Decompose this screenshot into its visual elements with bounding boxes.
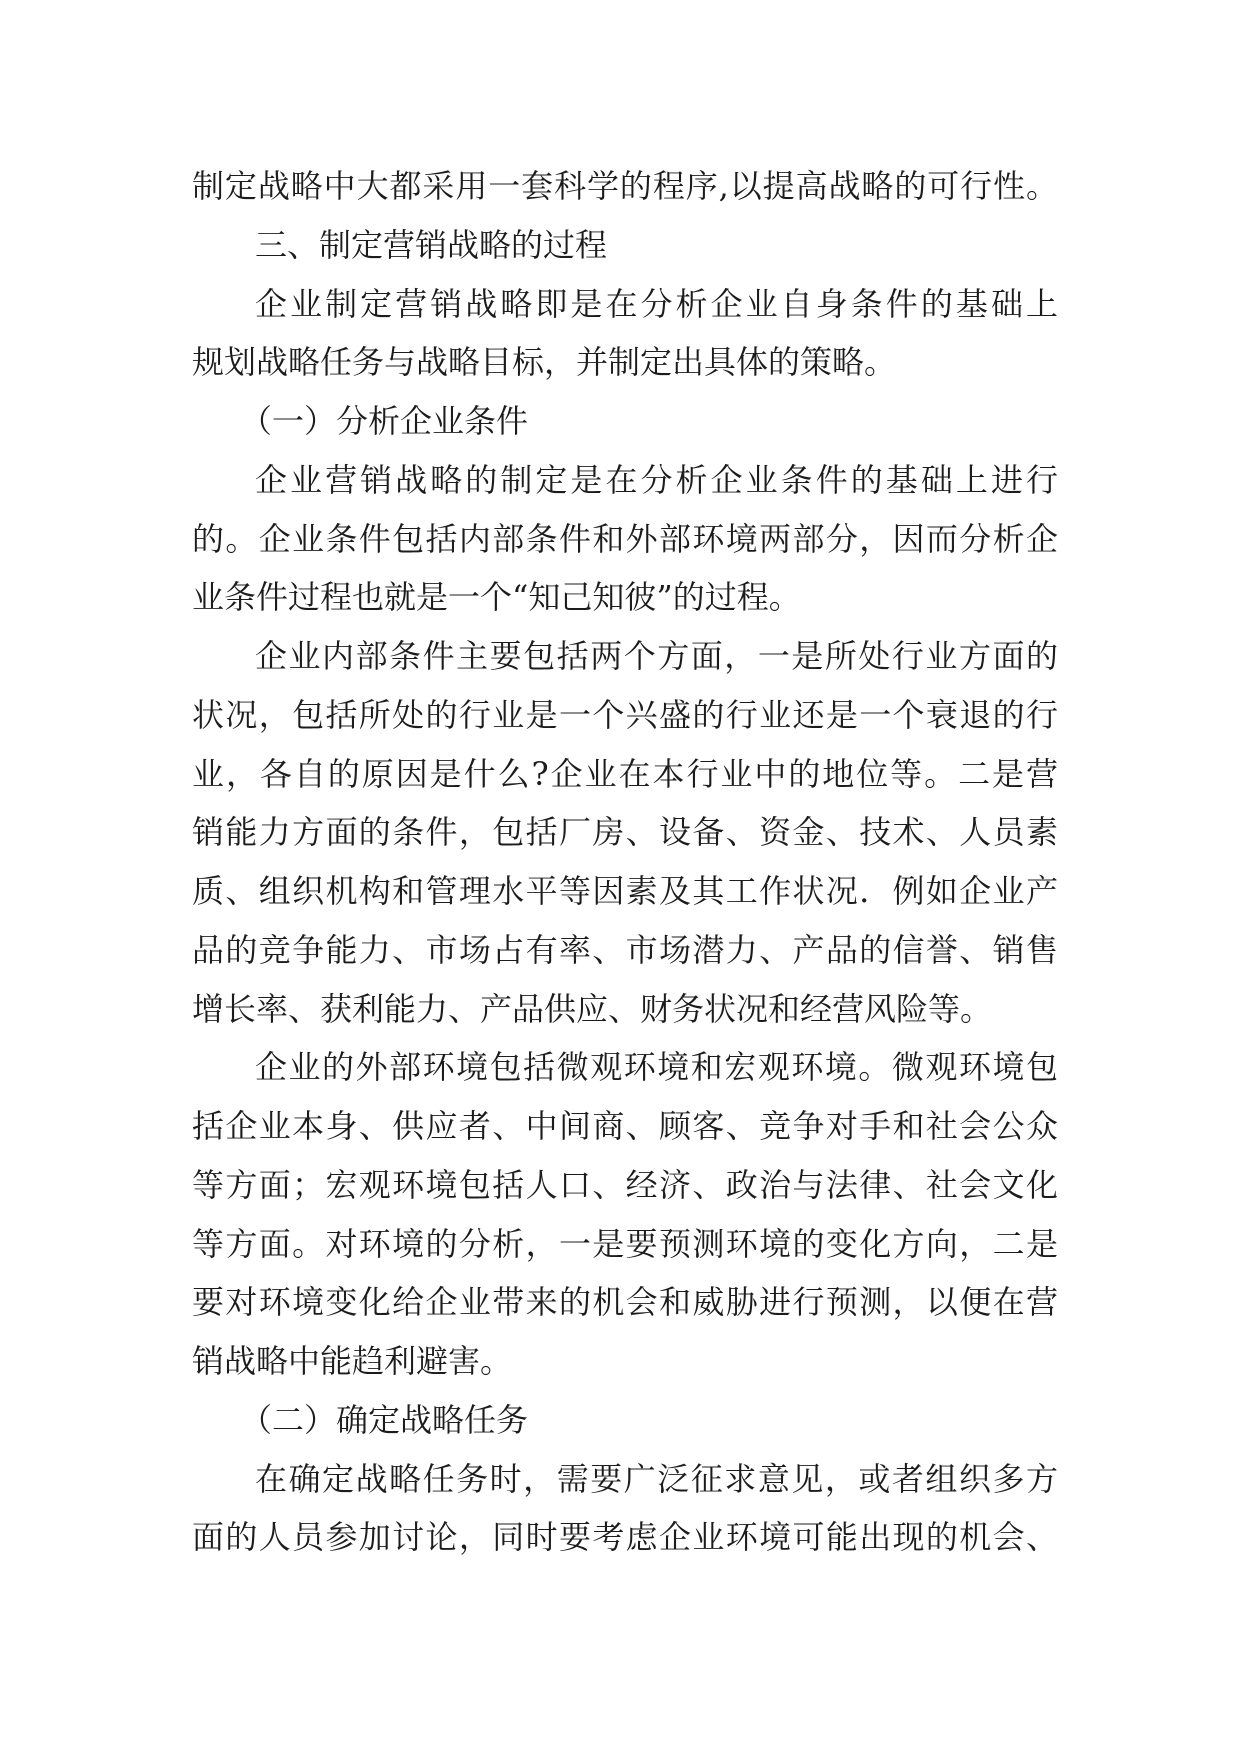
text-line: 要对环境变化给企业带来的机会和威胁进行预测，以便在营 (192, 1283, 1058, 1321)
paragraph-first-line: 在确定战略任务时，需要广泛征求意见，或者组织多方 (255, 1460, 1058, 1498)
text-line: 状况，包括所处的行业是一个兴盛的行业还是一个衰退的行 (192, 696, 1058, 734)
text-line: 销战略中能趋利避害。 (192, 1342, 513, 1380)
text-line: 规划战略任务与战略目标，并制定出具体的策略。 (192, 343, 897, 381)
text-line: 业条件过程也就是一个“知己知彼”的过程。 (192, 578, 801, 616)
text-line: 品的竞争能力、市场占有率、市场潜力、产品的信誉、销售 (192, 931, 1058, 969)
paragraph-first-line: 企业内部条件主要包括两个方面，一是所处行业方面的 (255, 637, 1058, 675)
text-line: 销能力方面的条件，包括厂房、设备、资金、技术、人员素 (192, 813, 1058, 851)
text-line: 业，各自的原因是什么?企业在本行业中的地位等。二是营 (192, 755, 1058, 793)
text-line: 等方面。对环境的分析，一是要预测环境的变化方向，二是 (192, 1225, 1058, 1263)
text-line: 等方面；宏观环境包括人口、经济、政治与法律、社会文化 (192, 1166, 1058, 1204)
text-line: 面的人员参加讨论，同时要考虑企业环境可能出现的机会、 (192, 1518, 1058, 1556)
text-line: 质、组织机构和管理水平等因素及其工作状况．例如企业产 (192, 872, 1058, 910)
text-line: 制定战略中大都采用一套科学的程序,以提高战略的可行性。 (192, 167, 1058, 205)
subsection-heading: （一）分析企业条件 (240, 402, 529, 440)
text-line: 增长率、获利能力、产品供应、财务状况和经营风险等。 (192, 990, 993, 1028)
paragraph-first-line: 企业制定营销战略即是在分析企业自身条件的基础上 (255, 285, 1058, 323)
paragraph-first-line: 企业营销战略的制定是在分析企业条件的基础上进行 (255, 461, 1058, 499)
section-heading: 三、制定营销战略的过程 (255, 226, 608, 264)
text-line: 括企业本身、供应者、中间商、顾客、竞争对手和社会公众 (192, 1107, 1058, 1145)
subsection-heading: （二）确定战略任务 (240, 1401, 529, 1439)
text-line: 的。企业条件包括内部条件和外部环境两部分，因而分析企 (192, 520, 1058, 558)
paragraph-first-line: 企业的外部环境包括微观环境和宏观环境。微观环境包 (255, 1048, 1058, 1086)
